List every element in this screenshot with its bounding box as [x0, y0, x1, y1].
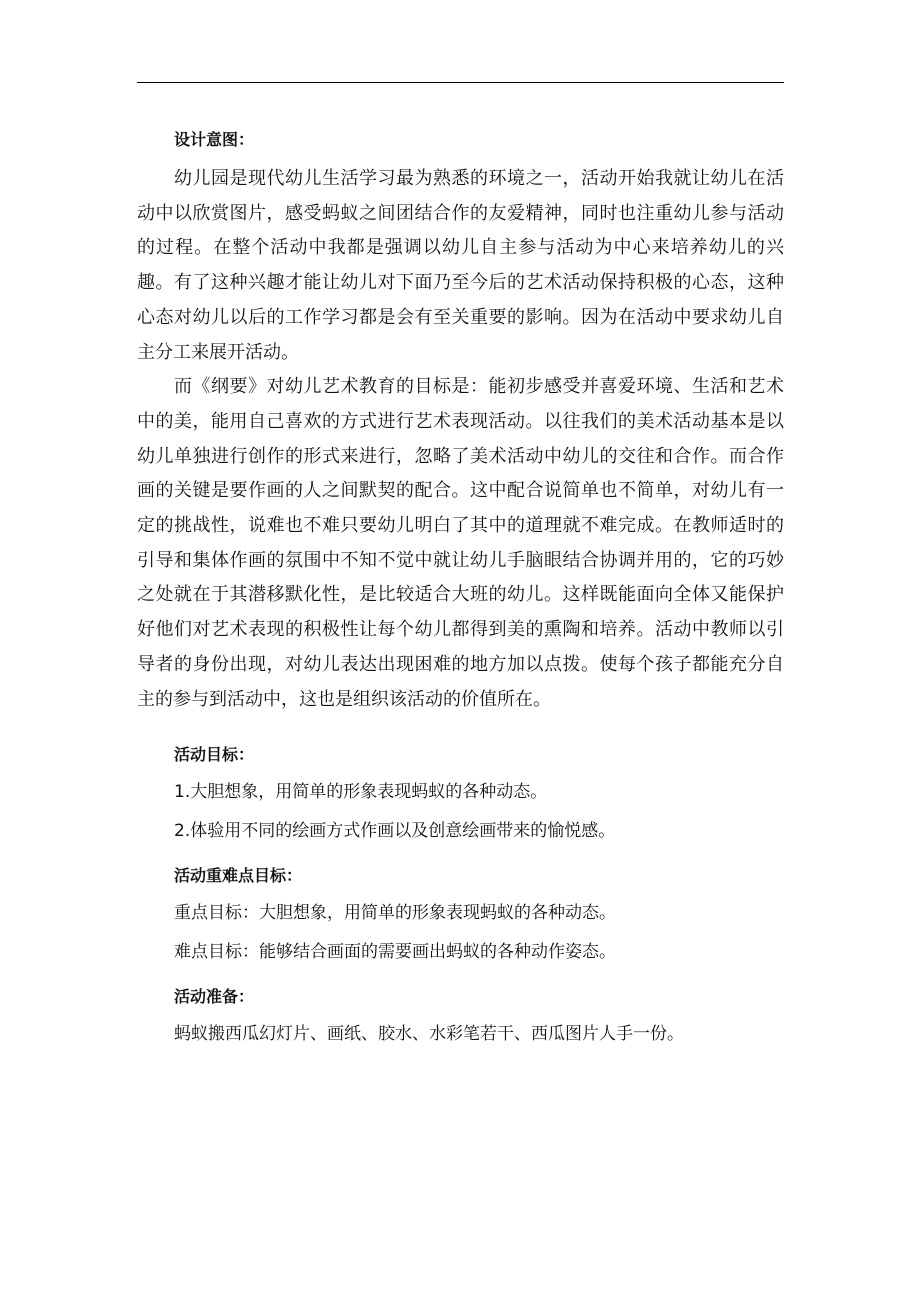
key-point-item: 重点目标：大胆想象，用简单的形象表现蚂蚁的各种动态。	[174, 903, 616, 924]
section-heading-preparation: 活动准备：	[174, 987, 255, 1007]
section-heading-design-intent: 设计意图：	[174, 130, 255, 149]
preparation-item: 蚂蚁搬西瓜幻灯片、画纸、胶水、水彩笔若干、西瓜图片人手一份。	[174, 1024, 684, 1045]
document-body	[137, 120, 784, 1045]
difficult-point-item: 难点目标：能够结合画面的需要画出蚂蚁的各种动作姿态。	[174, 942, 616, 963]
paragraph-intent-2: 而《纲要》对幼儿艺术教育的目标是：能初步感受并喜爱环境、生活和艺术中的美，能用自己喜欢的方式进行艺术表现活动。以往我们的美术活动基本是以幼儿单独进行创作的形式来进行，忽略了美术活动中幼儿的交往和合作。而合作画的关键是要作画的人之间默契的配合。这中配合说简单也不简单，对幼儿有一定的挑战性，说难也不难只要幼儿明白了其中的道理就不难完成。在教师适时的引导和集体作画的氛围中不知不觉中就让幼儿手脑眼结合协调并用的，它的巧妙之处就在于其潜移默化性，是比较适合大班的幼儿。这样既能面向全体又能保护好他们对艺术表现的积极性让每个幼儿都得到美的熏陶和培养。活动中教师以引导者的身份出现，对幼儿表达出现困难的地方加以点拨。使每个孩子都能充分自主的参与到活动中，这也是组织该活动的价值所在。	[137, 376, 784, 710]
header-rule	[137, 82, 784, 83]
section-heading-goals: 活动目标：	[174, 745, 255, 765]
goal-item-2: 2.体验用不同的绘画方式作画以及创意绘画带来的愉悦感。	[174, 821, 616, 842]
goal-item-1: 1.大胆想象，用简单的形象表现蚂蚁的各种动态。	[174, 782, 548, 803]
paragraph-intent-1: 幼儿园是现代幼儿生活学习最为熟悉的环境之一，活动开始我就让幼儿在活动中以欣赏图片，感受蚂蚁之间团结合作的友爱精神，同时也注重幼儿参与活动的过程。在整个活动中我都是强调以幼儿自主参与活动为中心来培养幼儿的兴趣。有了这种兴趣才能让幼儿对下面乃至今后的艺术活动保持积极的心态，这种心态对幼儿以后的工作学习都是会有至关重要的影响。因为在活动中要求幼儿自主分工来展开活动。	[137, 168, 784, 363]
section-heading-key-points: 活动重难点目标：	[174, 866, 303, 886]
